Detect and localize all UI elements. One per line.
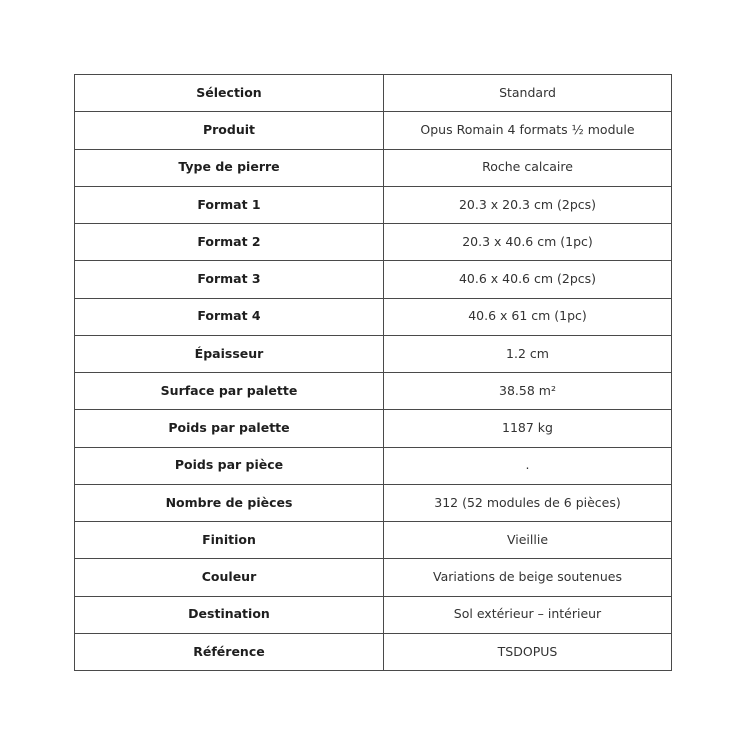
spec-value: Roche calcaire <box>384 149 672 186</box>
spec-value: 40.6 x 40.6 cm (2pcs) <box>384 261 672 298</box>
spec-value: Variations de beige soutenues <box>384 559 672 596</box>
product-spec-table <box>74 74 672 671</box>
table-row <box>75 298 672 335</box>
table-row <box>75 522 672 559</box>
table-row <box>75 596 672 633</box>
table-row <box>75 261 672 298</box>
table-row <box>75 633 672 670</box>
spec-label: Format 3 <box>75 261 384 298</box>
spec-value: . <box>384 447 672 484</box>
spec-value: Sol extérieur – intérieur <box>384 596 672 633</box>
table-row <box>75 373 672 410</box>
spec-label: Format 2 <box>75 224 384 261</box>
spec-value: 20.3 x 20.3 cm (2pcs) <box>384 186 672 223</box>
spec-label: Couleur <box>75 559 384 596</box>
spec-label: Destination <box>75 596 384 633</box>
spec-label: Poids par palette <box>75 410 384 447</box>
spec-value: Opus Romain 4 formats ½ module <box>384 112 672 149</box>
spec-label: Nombre de pièces <box>75 484 384 521</box>
table-row <box>75 447 672 484</box>
table-row <box>75 335 672 372</box>
table-row <box>75 149 672 186</box>
spec-label: Format 1 <box>75 186 384 223</box>
spec-value: Vieillie <box>384 522 672 559</box>
table-row <box>75 224 672 261</box>
spec-label: Produit <box>75 112 384 149</box>
table-row <box>75 559 672 596</box>
table-row <box>75 112 672 149</box>
spec-label: Finition <box>75 522 384 559</box>
spec-value: 1187 kg <box>384 410 672 447</box>
spec-label: Poids par pièce <box>75 447 384 484</box>
spec-value: 40.6 x 61 cm (1pc) <box>384 298 672 335</box>
spec-value: TSDOPUS <box>384 633 672 670</box>
table-row <box>75 484 672 521</box>
spec-table-body <box>75 75 672 671</box>
spec-value: 312 (52 modules de 6 pièces) <box>384 484 672 521</box>
table-row <box>75 75 672 112</box>
spec-label: Sélection <box>75 75 384 112</box>
spec-value: 38.58 m² <box>384 373 672 410</box>
table-row <box>75 410 672 447</box>
spec-label: Référence <box>75 633 384 670</box>
table-row <box>75 186 672 223</box>
spec-value: Standard <box>384 75 672 112</box>
spec-value: 20.3 x 40.6 cm (1pc) <box>384 224 672 261</box>
spec-value: 1.2 cm <box>384 335 672 372</box>
spec-label: Épaisseur <box>75 335 384 372</box>
spec-label: Type de pierre <box>75 149 384 186</box>
spec-label: Surface par palette <box>75 373 384 410</box>
spec-label: Format 4 <box>75 298 384 335</box>
